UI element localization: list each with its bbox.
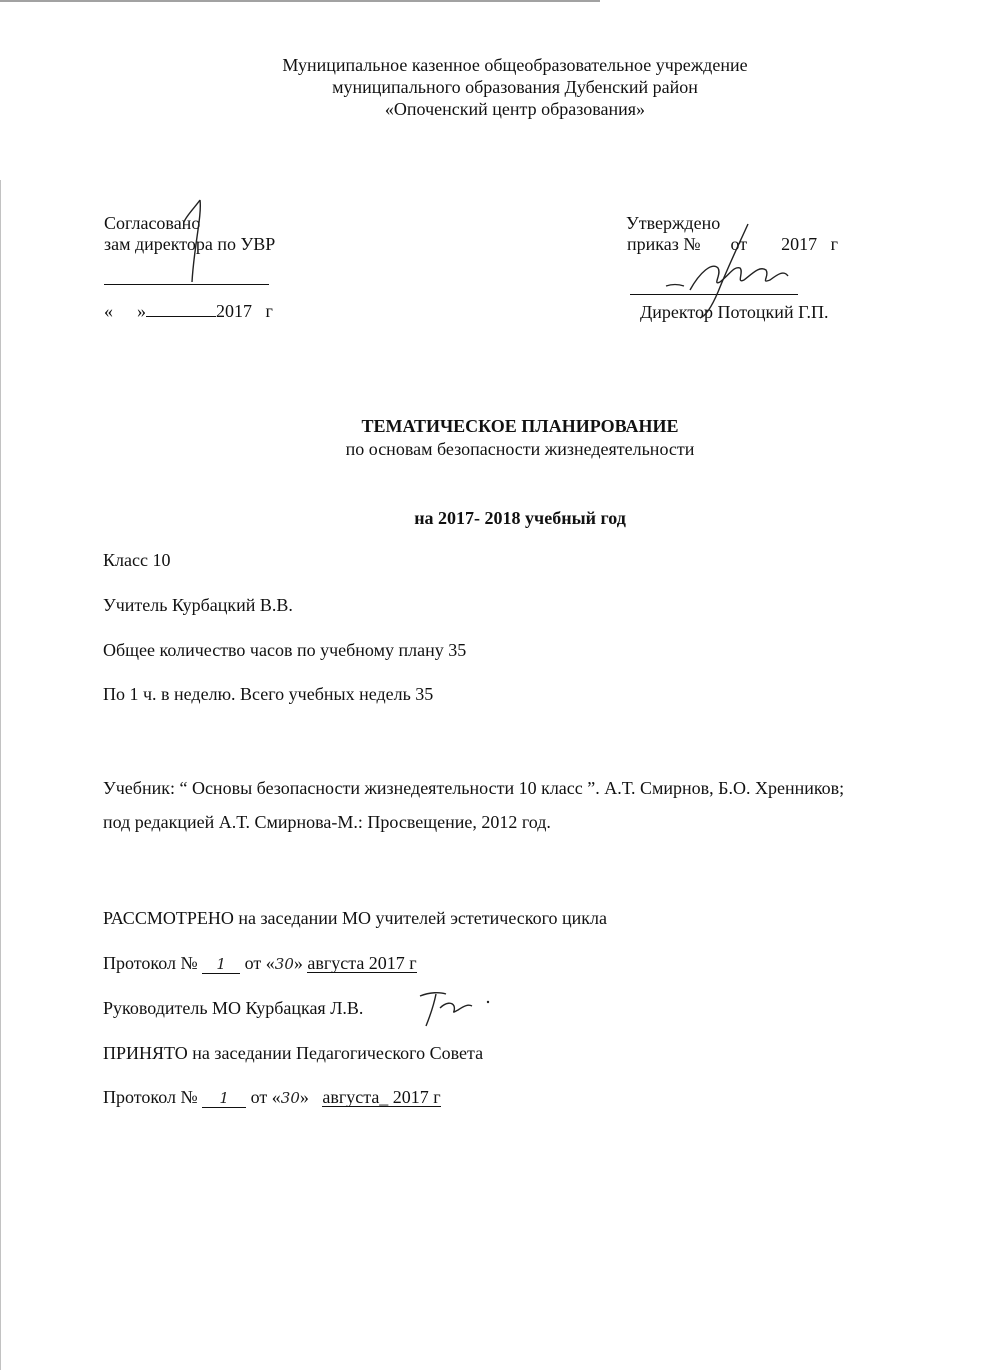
protocol2-from: от « (250, 1087, 281, 1107)
protocol1-from: от « (244, 953, 275, 973)
protocol1-prefix: Протокол № (103, 953, 198, 973)
approval-right-director: Директор Потоцкий Г.П. (640, 302, 829, 322)
approval-left-signature (178, 196, 212, 288)
protocol1-date: августа 2017 г (307, 953, 417, 973)
approval-left-role: зам директора по УВР (104, 234, 276, 254)
approval-right-year-suffix: г (830, 234, 839, 254)
approval-left-year: 2017 (216, 301, 252, 321)
info-class: Класс 10 (103, 550, 171, 570)
approval-left-date (104, 301, 273, 322)
info-weekly: По 1 ч. в неделю. Всего учебных недель 35 (103, 684, 434, 704)
director-signature (660, 222, 800, 322)
order-prefix: приказ № (627, 234, 701, 254)
header-line-1: Муниципальное казенное общеобразовательное учреждение (282, 55, 748, 75)
scan-edge-left (0, 180, 1, 1370)
institution-header (0, 54, 1000, 120)
protocol2-number-field (202, 1088, 246, 1108)
review-accepted: ПРИНЯТО на заседании Педагогического Совета (103, 1043, 484, 1063)
doc-subject: по основам безопасности жизнедеятельности (345, 439, 695, 459)
textbook-line-1: Учебник: “ Основы безопасности жизнедеятельности 10 класс ”. А.Т. Смирнов, Б.О. Хренников; (103, 778, 845, 798)
approval-right-year: 2017 (781, 234, 818, 254)
protocol-line-1 (103, 953, 417, 974)
protocol1-number-field (202, 954, 240, 974)
info-hours: Общее количество часов по учебному плану 35 (103, 640, 467, 660)
date-open-quote: « (104, 301, 113, 321)
doc-academic-year: на 2017- 2018 учебный год (414, 508, 626, 528)
approval-left-label: Согласовано (104, 213, 201, 233)
review-considered: РАССМОТРЕНО на заседании МО учителей эстетического цикла (103, 908, 607, 928)
header-line-2: муниципального образования Дубенский район (332, 77, 698, 97)
protocol1-day: 30 (274, 955, 294, 973)
head-signature (416, 986, 496, 1030)
review-head: Руководитель МО Курбацкая Л.В. (103, 998, 364, 1018)
protocol-line-2 (103, 1087, 441, 1108)
protocol2-close-quote: » (299, 1087, 309, 1107)
header-line-3: «Опоченский центр образования» (384, 99, 646, 119)
approval-right-label: Утверждено (626, 213, 721, 233)
approval-left-year-suffix: г (265, 301, 273, 321)
protocol2-day: 30 (280, 1089, 300, 1107)
order-from: от (730, 234, 748, 254)
protocol1-number: 1 (216, 955, 226, 973)
info-teacher: Учитель Курбацкий В.В. (103, 595, 293, 615)
protocol2-date: августа_ 2017 г (322, 1087, 441, 1107)
protocol2-number: 1 (219, 1089, 229, 1107)
doc-title: ТЕМАТИЧЕСКОЕ ПЛАНИРОВАНИЕ (361, 416, 679, 436)
textbook-line-2: под редакцией А.Т. Смирнова-М.: Просвещение, 2012 год. (103, 812, 551, 832)
date-close-quote: » (137, 301, 146, 321)
scan-edge-top (0, 0, 1000, 2)
protocol1-close-quote: » (293, 953, 303, 973)
protocol2-prefix: Протокол № (103, 1087, 198, 1107)
